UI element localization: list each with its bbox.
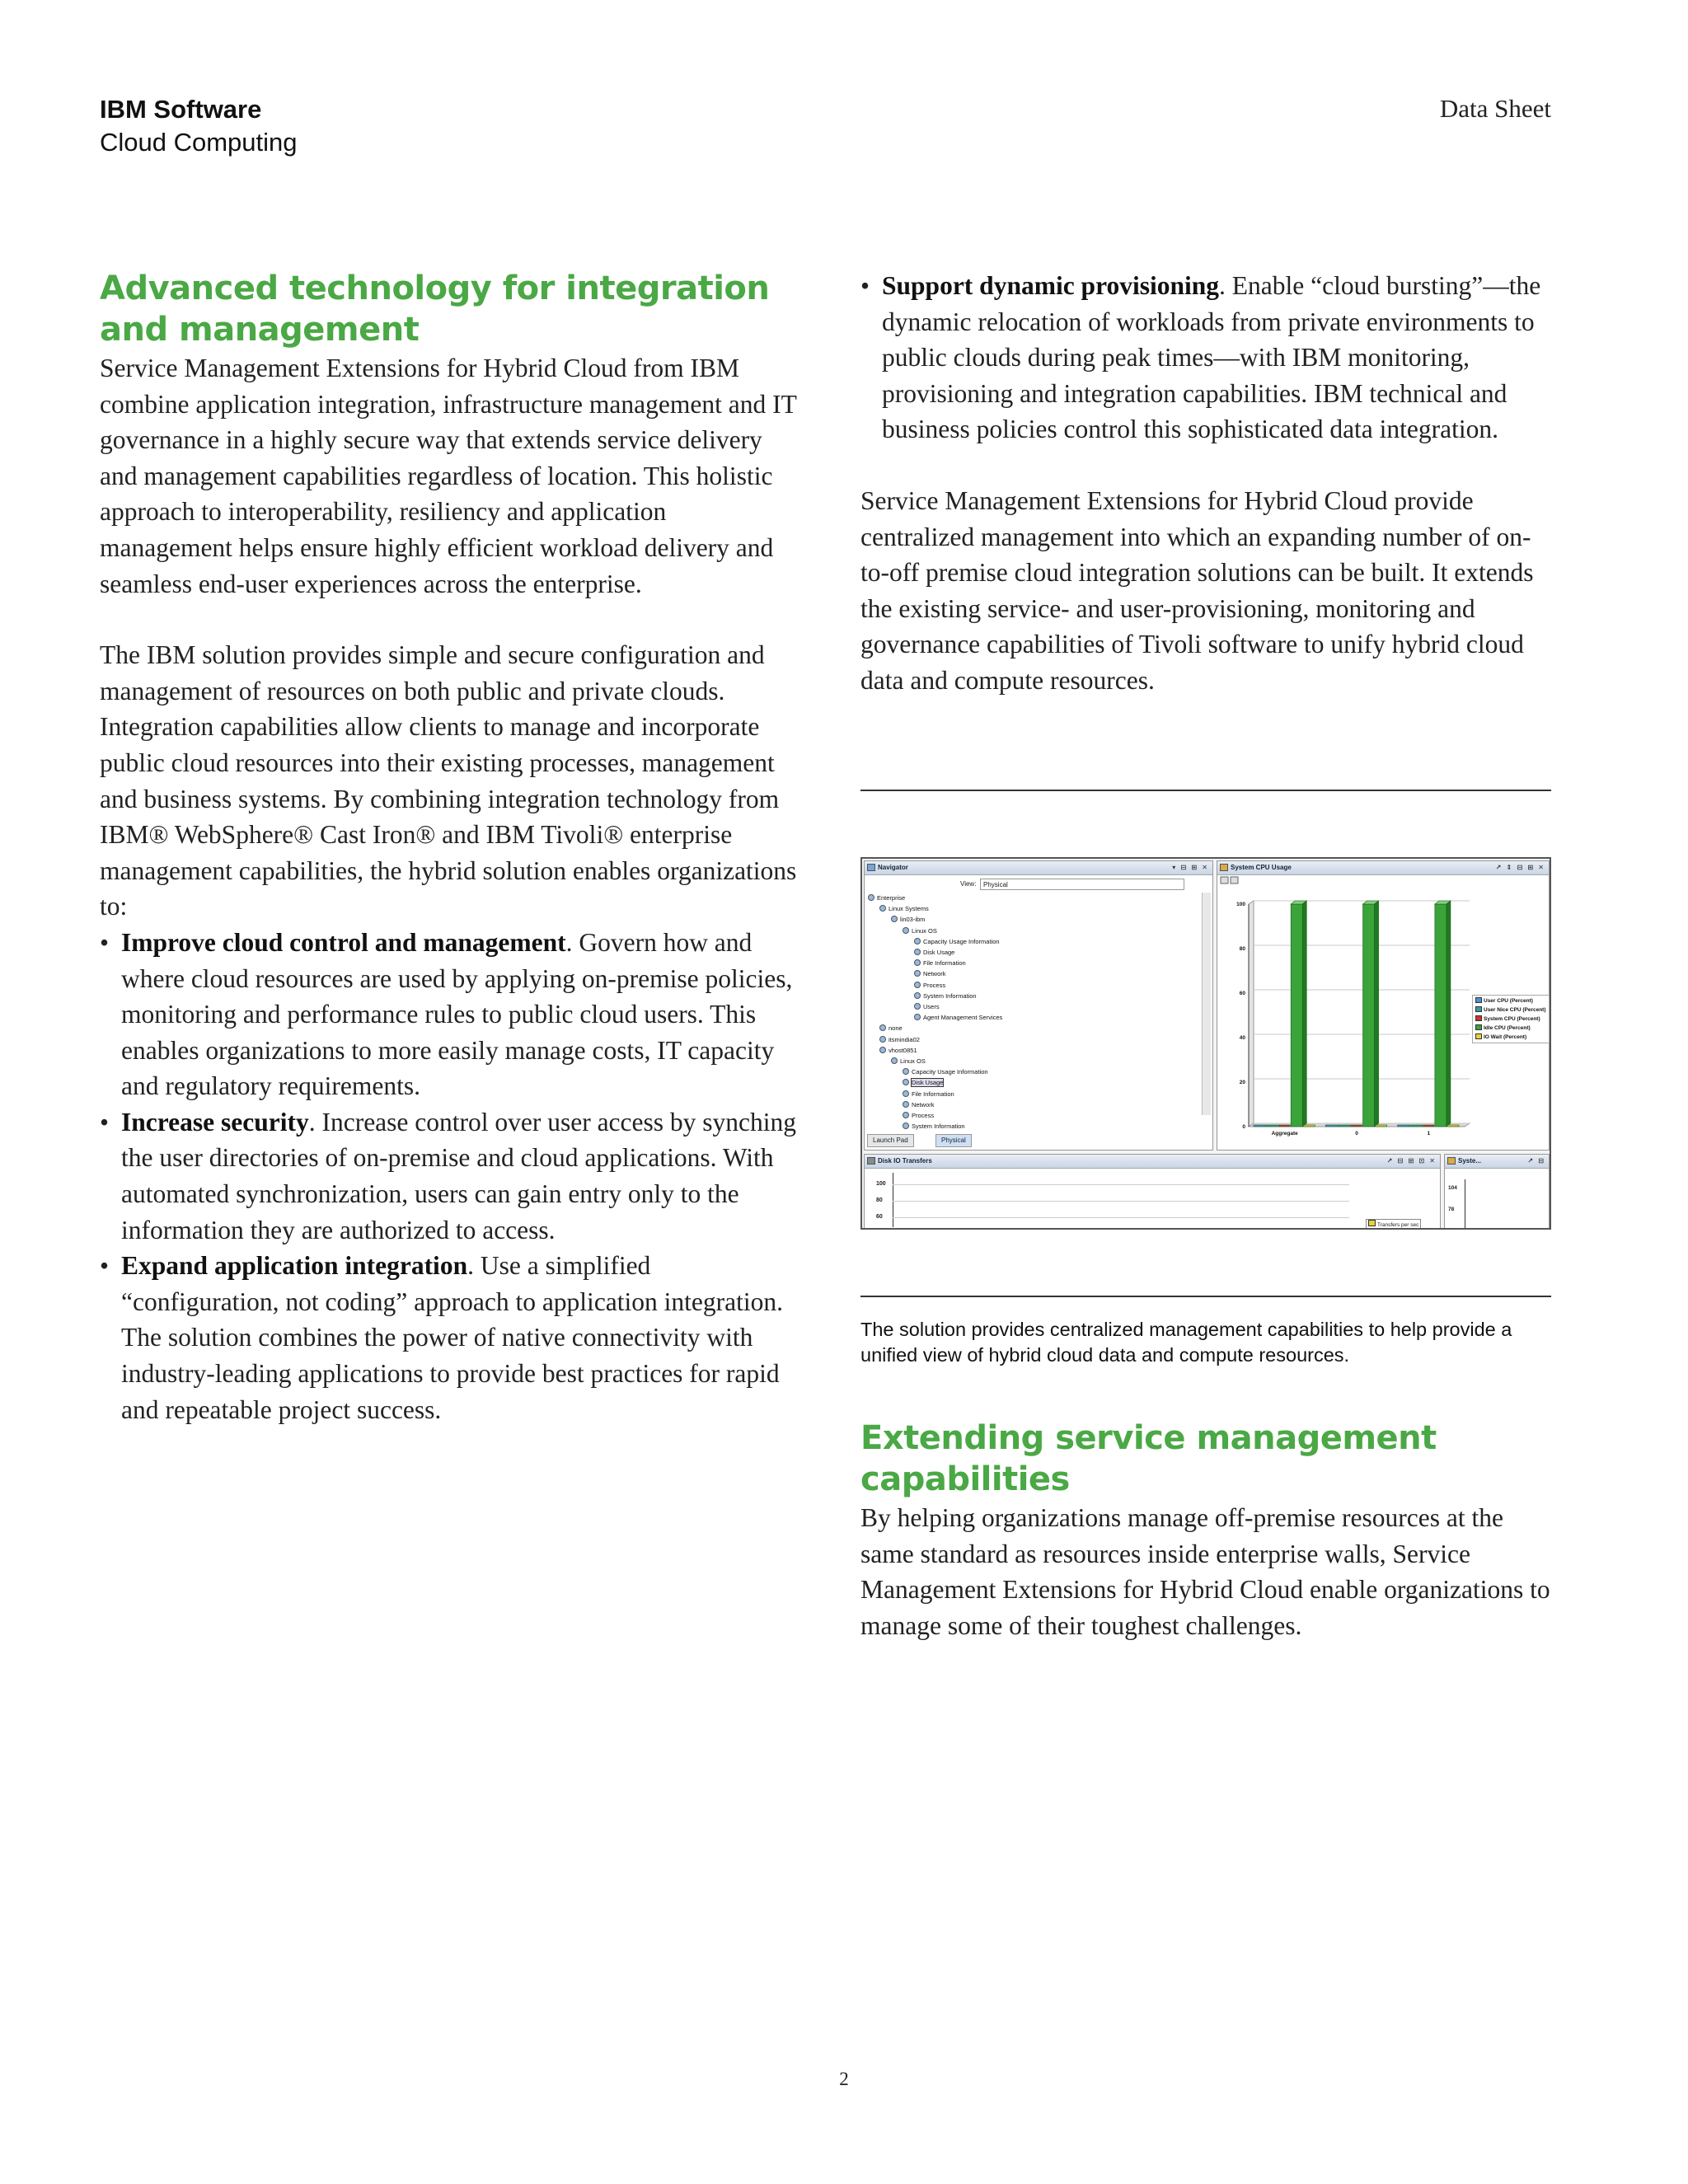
navigator-tree[interactable] [868, 893, 1002, 1132]
system-y-axis [1448, 1178, 1457, 1221]
disk-y-axis [876, 1176, 886, 1226]
x-tick-label: 0 [1355, 1131, 1358, 1137]
tree-node[interactable] [868, 926, 1002, 936]
page-header-left [100, 93, 298, 159]
tree-node[interactable] [868, 991, 1002, 1001]
chart-icon [1447, 1157, 1456, 1165]
window-controls-icon[interactable]: ↗ ⊟ ⊞ ⊡ ✕ [1386, 1157, 1437, 1165]
division-name: Cloud Computing [100, 128, 298, 157]
bar [1291, 904, 1302, 1127]
bar [1325, 1125, 1337, 1127]
gridline [893, 1201, 1349, 1202]
bar [1435, 904, 1447, 1127]
list-item [860, 268, 1551, 448]
system-pane [1444, 1154, 1550, 1230]
tree-node[interactable] [868, 958, 1002, 968]
list-item-title: Increase security [121, 1107, 309, 1137]
tree-node[interactable] [868, 1089, 1002, 1099]
divider-top [860, 790, 1551, 791]
list-item-title: Improve cloud control and management [121, 927, 566, 957]
list-item [100, 1104, 800, 1248]
tree-node[interactable] [868, 1012, 1002, 1023]
bar-side [1447, 901, 1451, 1127]
tree-node[interactable] [868, 1056, 1002, 1066]
tree-node[interactable] [868, 1066, 1002, 1077]
list-item-title: Expand application integration [121, 1251, 468, 1281]
tree-node[interactable] [868, 1110, 1002, 1121]
legend-label: User CPU (Percent) [1484, 998, 1533, 1004]
legend-item [1475, 1024, 1546, 1033]
window-controls-icon[interactable]: ↗ ⊟ [1527, 1157, 1545, 1165]
tree-node-label: Linux OS [900, 1057, 926, 1066]
tree-node-label: Network [912, 1100, 935, 1108]
tree-node-label: File Information [912, 1090, 954, 1098]
tree-node-label: Users [923, 1003, 940, 1011]
bar-side [1375, 901, 1379, 1127]
paragraph-solution: The IBM solution provides simple and secure configuration and management of resources on both public and private clouds. Integration capabilities allow clients to manage and incorporate public cloud resources into their existing processes, management and business systems. By combining integration technology from IBM® WebSphere® Cast Iron® and IBM Tivoli® enterprise management capabilities, the hybrid solution enables organizations to: [100, 640, 797, 921]
tree-node-label: Enterprise [877, 894, 906, 902]
tab-physical[interactable]: Physical [935, 1134, 972, 1147]
legend-swatch [1368, 1220, 1376, 1226]
legend-label: IO Wait (Percent) [1484, 1034, 1527, 1040]
tree-node[interactable] [868, 968, 1002, 979]
disk-y-tick: 60 [876, 1214, 883, 1220]
legend-swatch [1475, 1024, 1482, 1030]
toolbar-icon [1221, 877, 1228, 883]
left-column [100, 268, 800, 1427]
legend-item [1475, 1005, 1546, 1015]
benefit-list [100, 925, 800, 1427]
tree-node[interactable] [868, 1099, 1002, 1110]
window-icon [867, 864, 875, 871]
bar [1398, 1125, 1409, 1127]
disk-icon [867, 1157, 875, 1165]
bar [1447, 1125, 1459, 1127]
bar [1376, 1125, 1387, 1127]
figure-caption: The solution provides centralized management capabilities to help provide a unified view of hybrid cloud data and compute resources. [860, 1319, 1512, 1366]
tree-node[interactable] [868, 903, 1002, 914]
tree-node[interactable] [868, 1023, 1002, 1033]
tree-node[interactable] [868, 1034, 1002, 1045]
chart-side-wall [1249, 901, 1254, 1127]
list-item [100, 1248, 800, 1427]
list-item [100, 925, 800, 1104]
tree-node[interactable] [868, 914, 1002, 925]
section-extending [860, 1418, 1551, 1643]
tree-scrollbar[interactable] [1202, 893, 1211, 1115]
paragraph-intro: Service Management Extensions for Hybrid Cloud from IBM combine application integration, infrastructure management and IT governance in a highly secure way that extends service delivery and management capabilities regardless of location. This holistic approach to interoperability, resiliency and application management helps ensure highly efficient workload delivery and seamless end-user experiences across the enterprise. [100, 354, 797, 598]
bar-side [1302, 901, 1306, 1127]
page-number: 2 [839, 2069, 849, 2089]
legend-label: Idle CPU (Percent) [1484, 1025, 1531, 1031]
document-type: Data Sheet [1439, 94, 1551, 123]
bar [1350, 1125, 1362, 1127]
section-heading-extending-service-management: Extending service management capabilities [860, 1419, 1437, 1498]
legend-label: System CPU (Percent) [1484, 1016, 1540, 1022]
legend-swatch [1475, 1033, 1482, 1039]
tree-node[interactable] [868, 1121, 1002, 1132]
system-title: Syste... [1458, 1157, 1482, 1165]
legend-item [1475, 1033, 1546, 1042]
bar [1410, 1125, 1422, 1127]
y-tick-label: 20 [1239, 1080, 1245, 1085]
x-tick-label: Aggregate [1271, 1131, 1298, 1137]
legend-label: User Nice CPU (Percent) [1484, 1007, 1546, 1013]
list-item-text: . Enable “cloud bursting”—the dynamic relocation of workloads from private environments to public clouds during peak times—with IBM monitoring, provisioning and integration capabilities. IBM technical and business policies control this sophisticated data integration. [882, 271, 1541, 444]
y-tick-label: 80 [1239, 946, 1245, 952]
system-y-tick: 78 [1448, 1207, 1455, 1212]
tree-node[interactable] [868, 980, 1002, 991]
tree-node-label: Process [923, 981, 946, 989]
bar [1338, 1125, 1349, 1127]
legend-item [1475, 1015, 1546, 1024]
tree-node-label: Network [923, 970, 946, 978]
y-tick-label: 40 [1239, 1035, 1245, 1041]
tree-node-label: Process [912, 1112, 935, 1120]
view-label: View: [960, 880, 977, 888]
system-title-bar [1445, 1155, 1549, 1169]
right-column [860, 268, 1551, 699]
tree-node-label: System Information [923, 991, 977, 1000]
disk-io-pane [864, 1154, 1441, 1230]
legend-swatch [1475, 1015, 1482, 1021]
tree-node-label: none [889, 1024, 903, 1033]
y-tick-label: 60 [1239, 991, 1245, 996]
bar [1278, 1125, 1290, 1127]
tree-node-label: Disk Usage [923, 949, 955, 957]
tree-node-label: itsmindia02 [889, 1035, 920, 1043]
chart-legend [1472, 995, 1550, 1043]
tree-node-label: Linux OS [912, 926, 937, 935]
disk-y-tick: 100 [876, 1181, 886, 1187]
brand-name: IBM Software [100, 95, 262, 124]
paragraph-extending: By helping organizations manage off-premise resources at the same standard as resources inside enterprise walls, Service Management Extensions for Hybrid Cloud enable organizations to manage some of their toughest challenges. [860, 1503, 1550, 1640]
paragraph-centralized-management: Service Management Extensions for Hybrid Cloud provide centralized management into which an expanding number of on-to-off premise cloud integration solutions can be built. It extends the existing service- and user-provisioning, monitoring and governance capabilities of Tivoli software to unify hybrid cloud data and compute resources. [860, 485, 1534, 695]
disk-title-bar [865, 1155, 1440, 1169]
tree-node[interactable] [868, 936, 1002, 947]
navigator-pane [864, 860, 1213, 1151]
x-tick-label: 1 [1427, 1131, 1431, 1137]
bar [1254, 1125, 1265, 1127]
tree-node-label: Capacity Usage Information [912, 1068, 988, 1076]
tree-node-label: File Information [923, 959, 966, 968]
system-y-tick: 104 [1448, 1185, 1457, 1191]
legend-label: Transfers per sec [1377, 1222, 1419, 1228]
legend-swatch [1475, 997, 1482, 1003]
tree-node-label: vhost0851 [889, 1046, 917, 1054]
benefit-list-continued [860, 268, 1551, 448]
view-select[interactable]: Physical [980, 879, 1184, 890]
tab-launch-pad[interactable]: Launch Pad [867, 1134, 914, 1147]
tree-node[interactable] [868, 1077, 1002, 1088]
list-item-text: . Increase control over user access by synching the user directories of on-premise and cloud applications. With automated synchronization, users can gain entry only to the information they are authorized to access. [121, 1107, 797, 1244]
tree-node-label: lin03-ibm [900, 916, 926, 924]
divider-bottom [860, 1296, 1551, 1297]
bar [1303, 1125, 1315, 1127]
y-tick-label: 100 [1236, 902, 1245, 907]
legend-item [1475, 996, 1546, 1005]
figure-screenshot [860, 857, 1551, 1230]
list-item-text: . Govern how and where cloud resources are used by applying on-premise policies, monitoring and performance rules to public cloud users. This enables organizations to more easily manage costs, IT capacity and regulatory requirements. [121, 927, 793, 1101]
tree-node[interactable] [868, 1045, 1002, 1056]
section-heading-advanced-technology: Advanced technology for integration and management [100, 269, 770, 349]
tree-node-label: Agent Management Services [923, 1014, 1003, 1022]
gridline [893, 1217, 1349, 1218]
tree-node-label: Disk Usage [912, 1079, 944, 1087]
tree-node-label: Capacity Usage Information [923, 937, 1000, 945]
tree-node-label: System Information [912, 1122, 965, 1131]
bar [1423, 1125, 1434, 1127]
bar [1266, 1125, 1278, 1127]
gridline [893, 1184, 1349, 1185]
tree-node[interactable] [868, 893, 1002, 903]
y-tick-label: 0 [1242, 1124, 1245, 1130]
disk-y-tick: 80 [876, 1197, 883, 1203]
tree-node[interactable] [868, 947, 1002, 958]
tree-node-label: Linux Systems [889, 905, 929, 913]
window-controls-icon[interactable]: ↗ ⇕ ⊟ ⊞ ✕ [1495, 864, 1545, 871]
navigator-title: Navigator [878, 864, 908, 871]
toolbar-icon [1231, 877, 1238, 883]
legend-swatch [1475, 1006, 1482, 1012]
navigator-title-bar [865, 861, 1212, 875]
window-controls-icon[interactable]: ▾ ⊟ ⊞ ✕ [1172, 864, 1209, 871]
tree-node[interactable] [868, 1001, 1002, 1012]
disk-title: Disk IO Transfers [878, 1157, 932, 1165]
bar [1363, 904, 1375, 1127]
disk-legend [1366, 1219, 1421, 1230]
list-item-title: Support dynamic provisioning [882, 271, 1220, 300]
list-item-text: . Use a simplified “configuration, not coding” approach to application integration. The solution combines the power of native connectivity with industry-leading applications to provide best practices for rapid and repeatable project success. [121, 1251, 783, 1424]
chart-title: System CPU Usage [1231, 864, 1292, 871]
